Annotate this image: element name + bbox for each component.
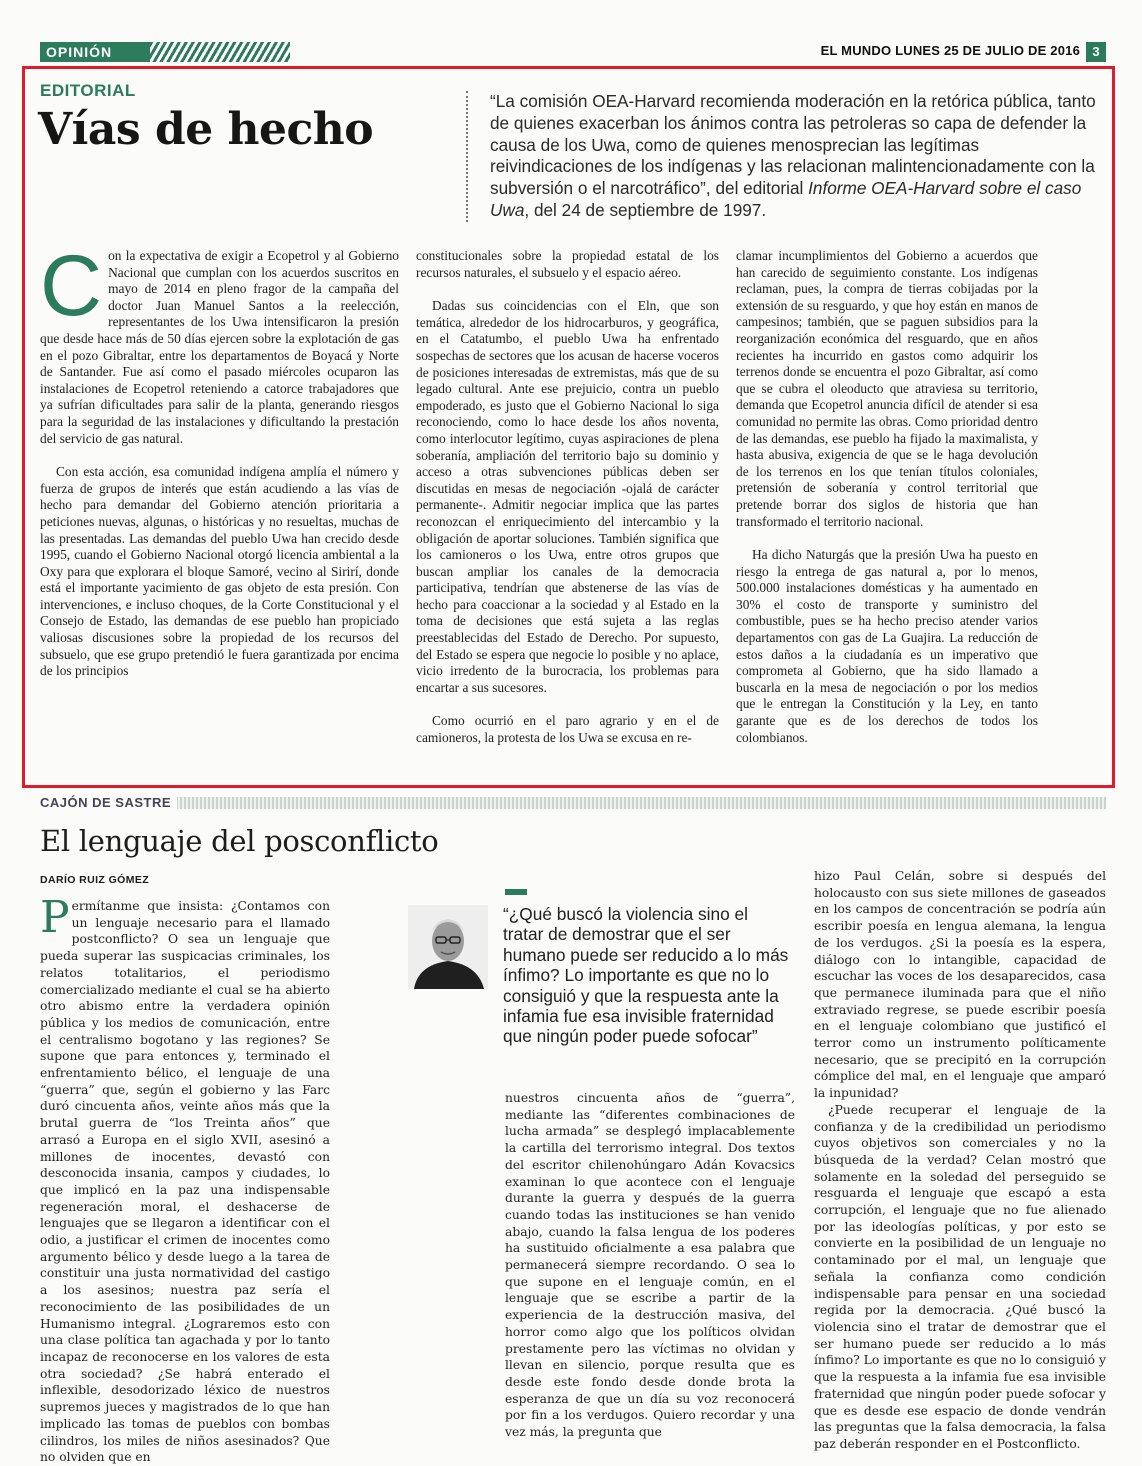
issue-date: LUNES 25 DE JULIO DE 2016 — [895, 43, 1080, 58]
editorial-paragraph: Con esta acción, esa comunidad indígena amplía el número y fuerza de grupos de interés que están acudiendo a las vías de hecho para demandar del Gobierno atención prioritaria a peticiones nuevas, algunas, o históricas y no resueltas, muchas de las presentadas. Las demandas del pueblo Uwa han crecido desde 1995, cuando el Gobierno Nacional otorgó licencia ambiental a la Oxy para que explorara el bloque Samoré, vecino al Sirirí, donde está el importante yacimiento de gas objeto de esta presión. Con intervenciones, e incluso choques, de la Corte Constitucional y el Consejo de Estado, las demandas de ese pueblo han propiciado valiosas discusiones sobre la propiedad de los recursos del subsuelo, que ese grupo pretendió le fuera garantizada por encima de los principios — [40, 464, 399, 679]
editorial-paragraph: Ha dicho Naturgás que la presión Uwa ha puesto en riesgo la entrega de gas natural a, por lo menos, 500.000 instalaciones domésticas y ha aumentado en 30% el costo de transporte y suministro del combustible, pues se ha hecho preciso atender varios departamentos con gas de La Guajira. La reducción de estos daños a la ciudadanía es un imperativo que comprometa al Gobierno, que ha sido llamado a buscarla en la mesa de negociación o por los medios que le entregan la Constitución y la Ley, en tanto garante que es de los derechos de todos los colombianos. — [736, 547, 1038, 745]
pull-quote-source: Informe OEA-Harvard sobre el caso Uwa — [490, 178, 1082, 220]
section-hatch-decoration — [150, 42, 290, 62]
column-section-label: CAJÓN DE SASTRE — [40, 795, 177, 810]
editorial-paragraph: Dadas sus coincidencias con el Eln, que son temática, alrededor de los hidrocarburos, y geográfica, en el Catatumbo, el pueblo Uwa ha enfrentado sospechas de sectores que los acusan de hacerse voceros de posiciones interesadas de extremistas, más que de su legado cultural. Ante ese prejuicio, contra un pueblo empoderado, es justo que el Gobierno Nacional lo siga reconociendo, como lo hace desde los años noventa, como interlocutor legítimo, cuyas aspiraciones de plena soberanía, ampliación del territorio bajo su dominio y acceso a otras subvenciones públicas deben ser discutidas en mesas de negociación -ojalá de carácter permanente-. Admitir negociar implica que las partes reconozcan el enriquecimiento del intercambio y la obligación de aportar soluciones. También significa que los camioneros o los Uwa, entre otros grupos que buscan ampliar los canales de la democracia participativa, tendrían que abstenerse de las vías de hecho para coaccionar a la sociedad y al Estado en la toma de decisiones que está sujeta a las reglas preestablecidas del Estado de Derecho. Por supuesto, del Estado se espera que negocie lo posible y no aplace, vicio irredento de la burocracia, los problemas para encartar a sus sucesores. — [416, 298, 719, 695]
editorial-title: Vías de hecho — [38, 104, 374, 155]
column-pull-quote: “¿Qué buscó la violencia sino el tratar de demostrar que el ser humano puede ser reducido a lo más ínfimo? Lo importante es que no lo consiguió y que la respuesta ante la infamia fue esa invisible fraternidad que ningún poder puede sofocar” — [503, 904, 789, 1047]
author-photo — [408, 905, 488, 989]
editorial-kicker: EDITORIAL — [40, 81, 136, 100]
column-paragraph: nuestros cincuenta años de “guerra”, mediante las “diferentes combinaciones de lucha armada” se desplegó implacablemente la cartilla del terrorismo integral. Dos textos del escritor chilenohúngaro Adán Kovacsics examinan lo que acontece con el lenguaje durante la guerra y después de la guerra cuando todas las instituciones se han venido abajo, cuando la falsa lengua de los poderes ha sustituido oficialmente a esa palabra que permanecerá siempre recordando. O sea lo que supone en el lenguaje común, en el lenguaje que se escribe a partir de la experiencia de la destrucción masiva, del horror como algo que los políticos olvidan prestamente pero las víctimas no olvidan y llevan en silencio, porque resulta que es desde este fondo desde donde brota la esperanza de que un día su voz reconocerá por fin a los verdugos. Quiero recordar y una vez más, la pregunta que — [505, 1091, 795, 1440]
pull-quote-date: , del 24 de septiembre de 1997. — [524, 199, 767, 220]
section-label: OPINIÓN — [40, 42, 290, 62]
editorial-pull-quote — [466, 91, 1096, 222]
section-rule — [40, 797, 1106, 809]
paper-name-date — [821, 43, 1080, 58]
editorial-column-2 — [416, 248, 719, 747]
editorial-column-1 — [40, 238, 399, 680]
pull-quote-text: “La comisión OEA-Harvard recomienda moderación en la retórica pública, tanto de quienes exacerban los ánimos contra las petroleras so capa de defender la causa de los Uwa, como de quienes menosprecian las legítimas reivindicaciones de los indígenas y las relacionan malintencionadamente con la subversión o el narcotráfico”, del editorial — [490, 91, 1096, 199]
editorial-paragraph: Con la expectativa de exigir a Ecopetrol y al Gobierno Nacional que cumplan con los acuerdos suscritos en mayo de 2014 en pleno fragor de la campaña del doctor Juan Manuel Santos a la reelección, representantes de los Uwa intensificaron la presión que desde hace más de 50 días ejercen sobre la explotación de gas en el pozo Gibraltar, entre los departamentos de Boyacá y Norte de Santander. Fue así como el pasado miércoles ocuparon las instalaciones de Ecopetrol reteniendo a catorce trabajadores que ya sufrían dificultades para salir de la planta, generando riesgos para la seguridad de las instalaciones y dificultando la prestación del servicio de gas natural. — [40, 238, 399, 446]
editorial-paragraph: constitucionales sobre la propiedad estatal de los recursos naturales, el subsuelo y el espacio aéreo. — [416, 248, 719, 280]
editorial-dropcap: C — [40, 238, 103, 334]
column-paragraph: ¿Puede recuperar el lenguaje de la confianza y de la credibilidad un periodismo cuyos objetivos son comerciales y no la búsqueda de la verdad? Celan mostró que solamente en la soledad del perseguido se resguarda el lenguaje que escapó a esta corrupción, el lenguaje que no fue alienado por las ideologías políticas, y por esto se convierte en la posibilidad de un lenguaje no contaminado por el mal, un lenguaje que señala la confianza como condición indispensable para pensar en una sociedad regida por la democracia. ¿Qué buscó la violencia sino el tratar de demostrar que el ser humano puede ser reducido a lo más ínfimo? Lo importante es que no lo consiguió y que la respuesta a la infamia fue esa invisible fraternidad que ningún poder puede sofocar y que es desde ese espacio de donde vendrán las preguntas que la falsa democracia, la falsa paz deberán responder en el Postconflicto. — [814, 1102, 1106, 1451]
page-number: 3 — [1086, 42, 1106, 62]
paper-name: EL MUNDO — [820, 43, 892, 58]
column-text-2 — [505, 1090, 795, 1441]
author-portrait-icon — [408, 905, 488, 989]
column-title: El lenguaje del posconflicto — [40, 824, 439, 858]
column-byline: DARÍO RUIZ GÓMEZ — [40, 874, 150, 886]
editorial-paragraph: Como ocurrió en el paro agrario y en el de camioneros, la protesta de los Uwa se excusa en re- — [416, 713, 719, 746]
editorial-paragraph: clamar incumplimientos del Gobierno a acuerdos que han carecido de seguimiento constante. Los indígenas reclaman, pues, la compra de tierras cobijadas por la extensión de su resguardo, y que hoy están en manos de campesinos; también, que se paguen subsidios para la reorganización económica del resguardo, que en años recientes ha incurrido en gastos como adquirir los terrenos donde se encuentra el pozo Gibraltar, así como que se cubra el oleoducto que atraviesa su territorio, demanda que Ecopetrol anuncia difícil de atender si esa comunidad no permite las obras. Como prioridad dentro de las demandas, ese pueblo ha fijado la maximalista, y hasta abusiva, exigencia de que se le haga devolución de los terrenos en los que tenían títulos coloniales, pretensión de soberanía y control territorial que pretende borrar dos siglos de historia que han transformado el territorio nacional. — [736, 248, 1038, 529]
column-paragraph: Permítanme que insista: ¿Contamos con un lenguaje necesario para el llamado postconflicto? O sea un lenguaje que pueda superar las suspicacias criminales, los relatos totalitarios, el periodismo comercializado mediante el cual se ha abierto otro abismo entre la verdadera opinión pública y los medios de comunicación, entre el centralismo bogotano y las regiones? Se supone que para entonces y, terminado el enfrentamiento bélico, el lenguaje de una “guerra” que, según el gobierno y las Farc duró cincuenta años, veinte años más que la brutal guerra de “los Treinta años” que arrasó a Europa en el siglo XVII, asesinó a millones de inocentes, devastó con desconocida insania, campos y ciudades, lo que implicó en la paz una indispensable regeneración moral, el deshacerse de lenguajes que se llegaron a identificar con el odio, a justificar el crimen de inocentes como argumento bélico y desde luego a la tarea de constituir una justa normatividad del castigo a los asesinos; nuestra paz sería el reconocimiento de las posibilidades de un Humanismo integral. ¿Lograremos esto con una clase política tan agachada y por lo tanto incapaz de reconocerse en los valores de esta otra sociedad? ¿Se habrá enterado el inflexible, desodorizado léxico de nuestros supremos jueces y magistrados de lo que han implicado las tomas de pueblos con bombas cilindros, los miles de niños asesinados? Que no olviden que en — [40, 892, 330, 1465]
column-dropcap: P — [40, 892, 70, 943]
column-text-3 — [814, 868, 1106, 1453]
column-paragraph: hizo Paul Celán, sobre si después del holocausto con sus siete millones de gaseados en los campos de concentración se podría aún escribir poesía en lengua alemana, la lengua de los verdugos. ¿Si la poesía es la espera, diálogo con lo intangible, capacidad de escuchar las voces de los desaparecidos, casa que permanece iluminada para que el niño extraviado regrese, se puede escribir poesía en el lenguaje colombiano que justificó el terror como un instrumento políticamente necesario, que se precipitó en la corrupción cómplice del mal, en el lenguaje que amparó la inpunidad? — [814, 869, 1106, 1101]
quote-accent-bar — [505, 889, 527, 895]
page-header — [40, 42, 1106, 64]
column-text-1 — [40, 892, 330, 1466]
editorial-column-3 — [736, 248, 1038, 746]
